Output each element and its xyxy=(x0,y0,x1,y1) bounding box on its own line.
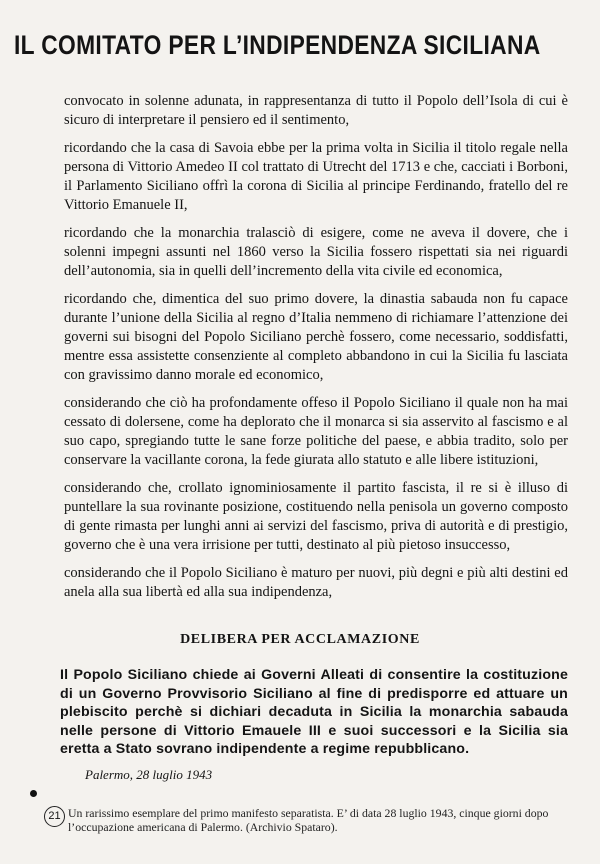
paragraph-dinastia: ricordando che, dimentica del suo primo dovere, la dinastia sabauda non fu capace durante l’unione della Sicilia al regno d’Italia nemmeno di richiamare l’attenzione dei governi sui bisogni del Popolo Siciliano perchè fossero, come necessario, soddisfatti, mentre essa assistette consenziente al completo abbandono in cui la Sicilia fu lasciata con gravissimo danno morale ed economico, xyxy=(64,291,568,383)
paragraph-savoia: ricordando che la casa di Savoia ebbe per la prima volta in Sicilia il titolo regale nella persona di Vittorio Amedeo II col trattato di Utrecht del 1713 e che, cacciati i Borboni, il Parlamento Siciliano offrì la corona di Sicilia al principe Ferdinando, fratello del re Vittorio Emanuele II, xyxy=(64,140,568,213)
dateline: Palermo, 28 luglio 1943 xyxy=(85,767,213,782)
paragraph-offeso: considerando che ciò ha profondamente offeso il Popolo Siciliano il quale non ha mai cessato di dolersene, come ha deplorato che il monarca si sia asservito al fascismo e al suo capo, spregiando tutte le sane forze politiche del paese, e abbia tradito, solo per conservare la vacillante corona, la fede giurata allo statuto e alle libere istituzioni, xyxy=(64,395,568,468)
paragraph-fascista: considerando che, crollato ignominiosamente il partito fascista, il re si è illuso di puntellare la sua rovinante posizione, costituendo nella penisola un governo composto di gente rimasta per lunghi anni ai servizi del fascismo, priva di autorità e di prestigio, governo che è una vera irrisione per tutti, destinato al più pietoso insuccesso, xyxy=(64,480,568,553)
figure-caption: Un rarissimo esemplare del primo manifesto separatista. E’ di data 28 luglio 1943, cinque giorni dopo l’occupazione americana di Palermo. (Archivio Spataro). xyxy=(68,806,549,834)
paragraph-monarchia: ricordando che la monarchia tralasciò di esigere, come ne aveva il dovere, che i solenni impegni assunti nel 1860 verso la Sicilia fossero rispettati sia nei riguardi dell’autonomia, sia in quelli dell’incremento della vita civile ed economica, xyxy=(64,225,568,279)
manifesto-body xyxy=(64,92,568,611)
figure-number-badge: 21 xyxy=(44,806,65,827)
paragraph-convocato: convocato in solenne adunata, in rappresentanza di tutto il Popolo dell’Isola di cui è sicuro di interpretare il pensiero ed il sentimento, xyxy=(64,93,568,128)
bullet-dot xyxy=(30,790,37,797)
manifesto-title: IL COMITATO PER L’INDIPENDENZA SICILIANA xyxy=(14,30,541,60)
resolution-text: Il Popolo Siciliano chiede ai Governi Alleati di consentire la costituzione di un Governo Provvisorio Siciliano al fine di predisporre ed attuare un plebiscito perchè si dichiari decaduta in Sicilia la monarchia sabauda nelle persone di Vittorio Emauele III e suoi successori e la Sicilia sia eretta a Stato sovrano indipendente a regime repubblicano. xyxy=(60,667,568,757)
delibera-heading: DELIBERA PER ACCLAMAZIONE xyxy=(180,632,420,647)
paragraph-destini: considerando che il Popolo Siciliano è maturo per nuovi, più degni e più alti destini ed anela alla sua libertà ed alla sua indipendenza, xyxy=(64,565,568,600)
